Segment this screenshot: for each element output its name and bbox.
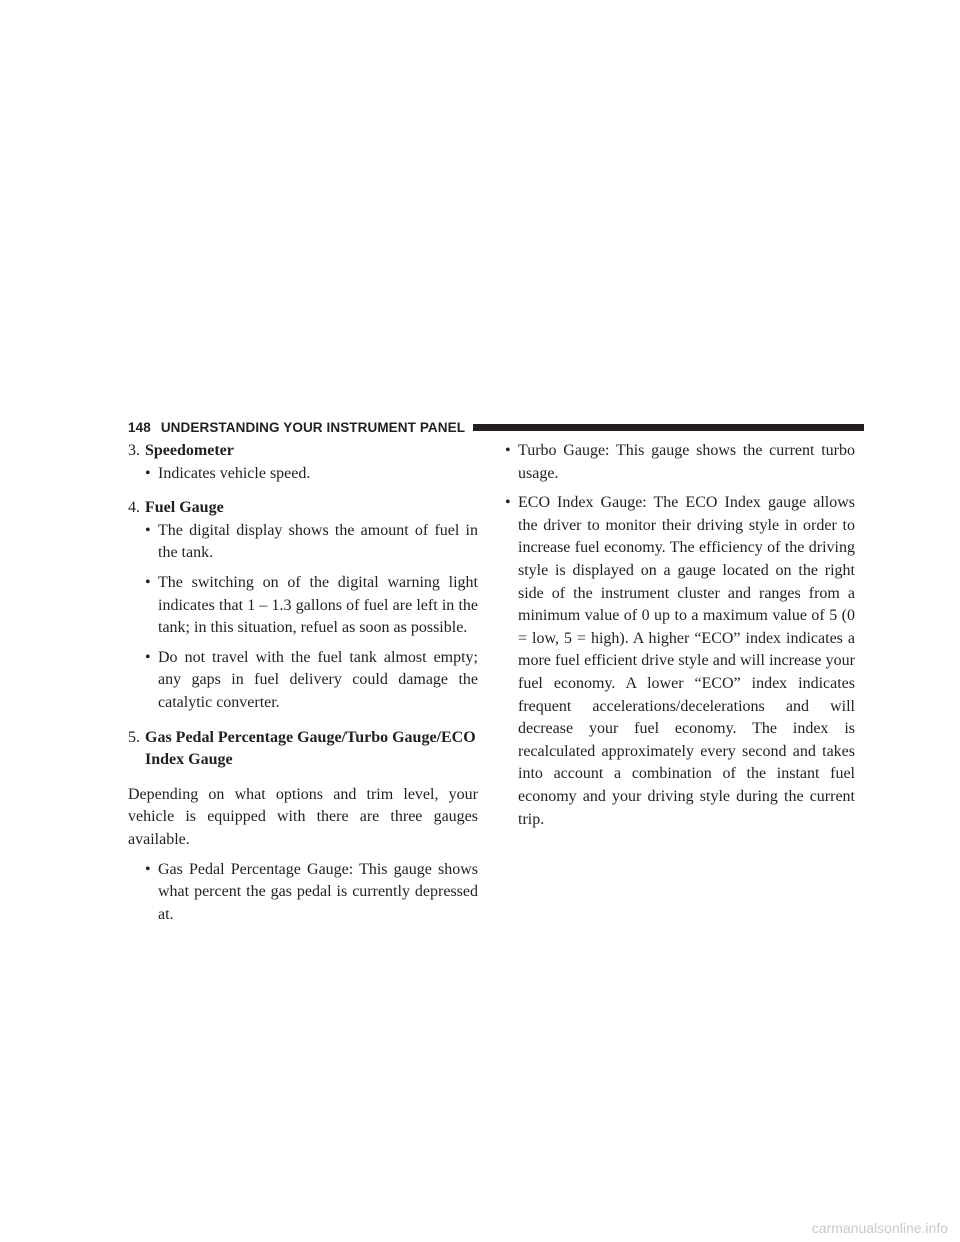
watermark: carmanualsonline.info	[811, 1220, 948, 1236]
header-rule	[473, 424, 864, 431]
bullet-item: • Gas Pedal Percentage Gauge: This gauge shows what percent the gas pedal is currently depressed at.	[145, 859, 478, 927]
section-gauges	[128, 727, 478, 772]
section-title: UNDERSTANDING YOUR INSTRUMENT PANEL	[160, 419, 466, 435]
section-number: 5.	[128, 728, 140, 746]
body-paragraph: Depending on what options and trim level, your vehicle is equipped with there are three gauges available.	[128, 785, 478, 848]
bullet-icon: •	[505, 494, 511, 512]
page-header	[128, 418, 864, 436]
bullet-item: • Turbo Gauge: This gauge shows the current turbo usage.	[505, 440, 855, 485]
bullet-item: • The digital display shows the amount of fuel in the tank.	[145, 520, 478, 565]
section-speedometer	[128, 440, 478, 463]
section-number: 4.	[128, 499, 140, 517]
bullet-icon: •	[145, 573, 151, 591]
bullet-item: • Do not travel with the fuel tank almost empty; any gaps in fuel delivery could damage the catalytic converter.	[145, 647, 478, 715]
section-number: 3.	[128, 442, 140, 459]
section-heading: Speedometer	[145, 442, 234, 459]
bullet-icon: •	[505, 442, 511, 459]
page-number: 148	[128, 419, 151, 435]
bullet-icon: •	[145, 521, 151, 539]
bullet-item: • ECO Index Gauge: The ECO Index gauge allows the driver to monitor their driving style in order to increase fuel economy. The efficiency of the driving style is displayed on a gauge located on the right side of the instrument cluster and ranges from a minimum value of 0 up to a maximum value of 5 (0 = low, 5 = high). A higher “ECO” index indicates a more fuel efficient drive style and will increase your fuel economy. A lower “ECO” index indicates frequent accelerations/decelerations and will decrease your fuel economy. The index is recalculated approximately every second and takes into account a combination of the instant fuel economy and your driving style during the current trip.	[505, 492, 855, 831]
bullet-icon: •	[145, 464, 151, 482]
section-heading: Gas Pedal Percentage Gauge/Turbo Gauge/ECO Index Gauge	[145, 728, 476, 769]
section-heading: Fuel Gauge	[145, 499, 224, 517]
bullet-icon: •	[145, 860, 151, 878]
bullet-icon: •	[145, 648, 151, 666]
right-column	[505, 440, 855, 831]
left-column	[128, 440, 478, 926]
bullet-item: • The switching on of the digital warning light indicates that 1 – 1.3 gallons of fuel are left in the tank; in this situation, refuel as soon as possible.	[145, 572, 478, 640]
bullet-item: • Indicates vehicle speed.	[145, 463, 478, 486]
section-fuel-gauge	[128, 497, 478, 520]
